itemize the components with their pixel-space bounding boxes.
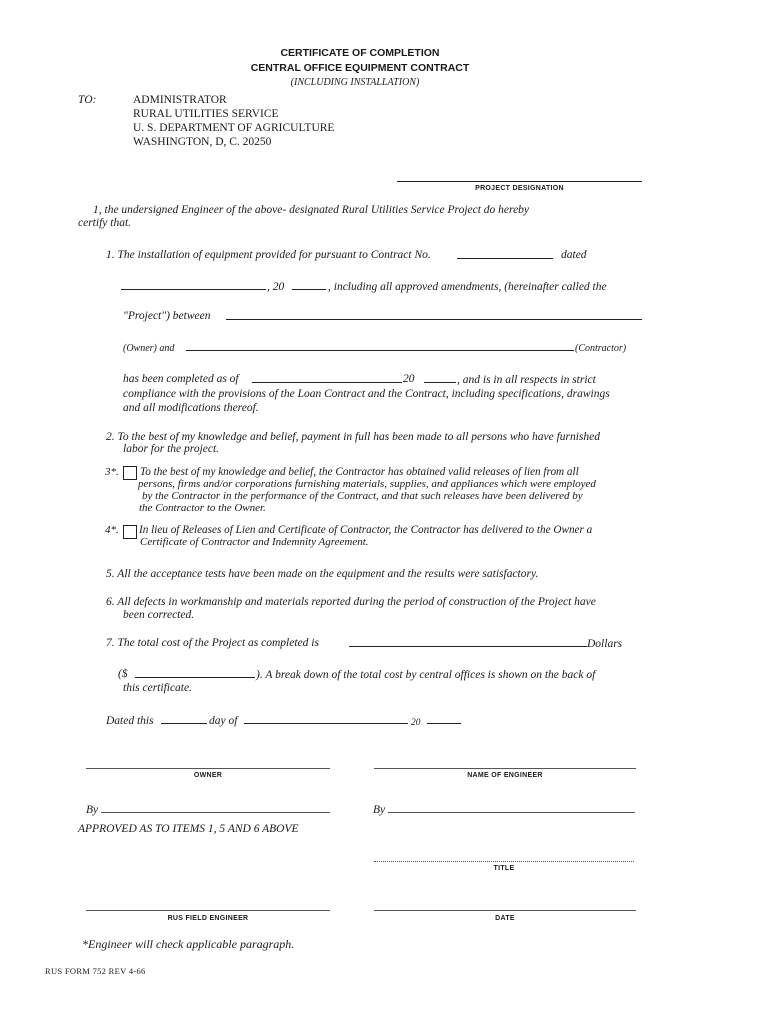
form-subtitle: CENTRAL OFFICE EQUIPMENT CONTRACT bbox=[250, 62, 470, 74]
address-line: ADMINISTRATOR bbox=[133, 94, 227, 106]
breakdown-text: this certificate. bbox=[123, 682, 192, 694]
dated-this-label: Dated this bbox=[106, 715, 154, 727]
completed-label: has been completed as of bbox=[123, 373, 239, 385]
date-label: DATE bbox=[495, 915, 515, 922]
engineer-by-signature-field[interactable] bbox=[388, 812, 635, 813]
item6-text: 6. All defects in workmanship and materials reported during the period of construction of the Project have bbox=[106, 596, 596, 608]
item3-text: persons, firms and/or corporations furnishing materials, supplies, and appliances which were employed bbox=[138, 478, 596, 490]
total-cost-amount-field[interactable] bbox=[135, 677, 255, 678]
dollar-paren: ($ bbox=[118, 668, 128, 680]
completion-year-field[interactable] bbox=[424, 382, 456, 383]
project-between-label: "Project") between bbox=[123, 310, 211, 322]
owner-and-label: (Owner) and bbox=[123, 343, 175, 354]
project-designation-label: PROJECT DESIGNATION bbox=[475, 185, 564, 192]
form-number: RUS FORM 752 REV 4-66 bbox=[45, 966, 146, 976]
day-field[interactable] bbox=[161, 723, 207, 724]
completion-date-field[interactable] bbox=[252, 382, 402, 383]
rus-field-engineer-label: RUS FIELD ENGINEER bbox=[167, 915, 249, 922]
modifications-text: and all modifications thereof. bbox=[123, 402, 259, 414]
owner-by-signature-field[interactable] bbox=[101, 812, 330, 813]
rus-field-engineer-line[interactable] bbox=[86, 910, 330, 911]
engineer-name-line[interactable] bbox=[374, 768, 636, 769]
footnote: *Engineer will check applicable paragraph. bbox=[82, 937, 295, 951]
contract-year-field[interactable] bbox=[292, 289, 326, 290]
item3-text: by the Contractor in the performance of the Contract, and that such releases have been delivered by bbox=[142, 490, 583, 502]
item3-text: To the best of my knowledge and belief, the Contractor has obtained valid releases of lien from all bbox=[140, 466, 579, 478]
item2-text: labor for the project. bbox=[123, 443, 220, 455]
title-label: TITLE bbox=[493, 865, 515, 872]
contract-date-field[interactable] bbox=[121, 289, 266, 290]
contractor-field[interactable] bbox=[186, 350, 574, 351]
item6-text: been corrected. bbox=[123, 609, 195, 621]
to-label: TO: bbox=[78, 94, 97, 106]
day-of-label: day of bbox=[209, 715, 238, 727]
intro-text: certify that. bbox=[78, 217, 132, 229]
month-field[interactable] bbox=[244, 723, 408, 724]
item4-checkbox[interactable] bbox=[123, 525, 137, 539]
address-line: RURAL UTILITIES SERVICE bbox=[133, 108, 279, 120]
item5-text: 5. All the acceptance tests have been made on the equipment and the results were satisfactory. bbox=[106, 568, 539, 580]
owner-label: OWNER bbox=[193, 772, 223, 779]
item4-text: Certificate of Contractor and Indemnity Agreement. bbox=[140, 536, 369, 548]
strict-text: , and is in all respects in strict bbox=[457, 374, 596, 386]
item4-text: In lieu of Releases of Lien and Certificate of Contractor, the Contractor has delivered to the Owner a bbox=[139, 524, 593, 536]
item3-checkbox[interactable] bbox=[123, 466, 137, 480]
item1-text: 1. The installation of equipment provided for pursuant to Contract No. bbox=[106, 249, 431, 261]
form-note: (INCLUDING INSTALLATION) bbox=[290, 77, 420, 88]
title-line[interactable] bbox=[374, 861, 634, 862]
compliance-text: compliance with the provisions of the Loan Contract and the Contract, including specifications, drawings bbox=[123, 388, 610, 400]
address-line: WASHINGTON, D, C. 20250 bbox=[133, 136, 272, 148]
dollars-label: Dollars bbox=[587, 638, 623, 650]
owner-field[interactable] bbox=[226, 319, 642, 320]
item4-number: 4*. bbox=[105, 524, 119, 536]
contractor-label: (Contractor) bbox=[575, 343, 627, 354]
total-cost-words-field[interactable] bbox=[349, 646, 587, 647]
intro-text: 1, the undersigned Engineer of the above- designated Rural Utilities Service Project do hereby bbox=[93, 204, 530, 216]
date-line[interactable] bbox=[374, 910, 636, 911]
address-line: U. S. DEPARTMENT OF AGRICULTURE bbox=[133, 122, 335, 134]
completion-year-label: 20 bbox=[403, 373, 415, 385]
dated-label: dated bbox=[561, 249, 587, 261]
item3-text: the Contractor to the Owner. bbox=[139, 502, 266, 514]
owner-signature-line[interactable] bbox=[86, 768, 330, 769]
engineer-name-label: NAME OF ENGINEER bbox=[467, 772, 543, 779]
year-label: 20 bbox=[411, 718, 421, 728]
amendments-text: , including all approved amendments, (hereinafter called the bbox=[328, 281, 607, 293]
item2-text: 2. To the best of my knowledge and belief, payment in full has been made to all persons who have furnished bbox=[106, 431, 601, 443]
by-label-owner: By bbox=[86, 804, 99, 816]
item3-number: 3*. bbox=[105, 466, 119, 478]
year-label: , 20 bbox=[267, 281, 285, 293]
form-title: CERTIFICATE OF COMPLETION bbox=[280, 47, 440, 59]
project-designation-field[interactable] bbox=[397, 181, 642, 182]
contract-number-field[interactable] bbox=[457, 258, 553, 259]
item7-text: 7. The total cost of the Project as completed is bbox=[106, 637, 319, 649]
approved-text: APPROVED AS TO ITEMS 1, 5 AND 6 ABOVE bbox=[78, 823, 299, 835]
breakdown-text: ). A break down of the total cost by central offices is shown on the back of bbox=[256, 669, 596, 681]
year-field[interactable] bbox=[427, 723, 461, 724]
by-label-engineer: By bbox=[373, 804, 386, 816]
